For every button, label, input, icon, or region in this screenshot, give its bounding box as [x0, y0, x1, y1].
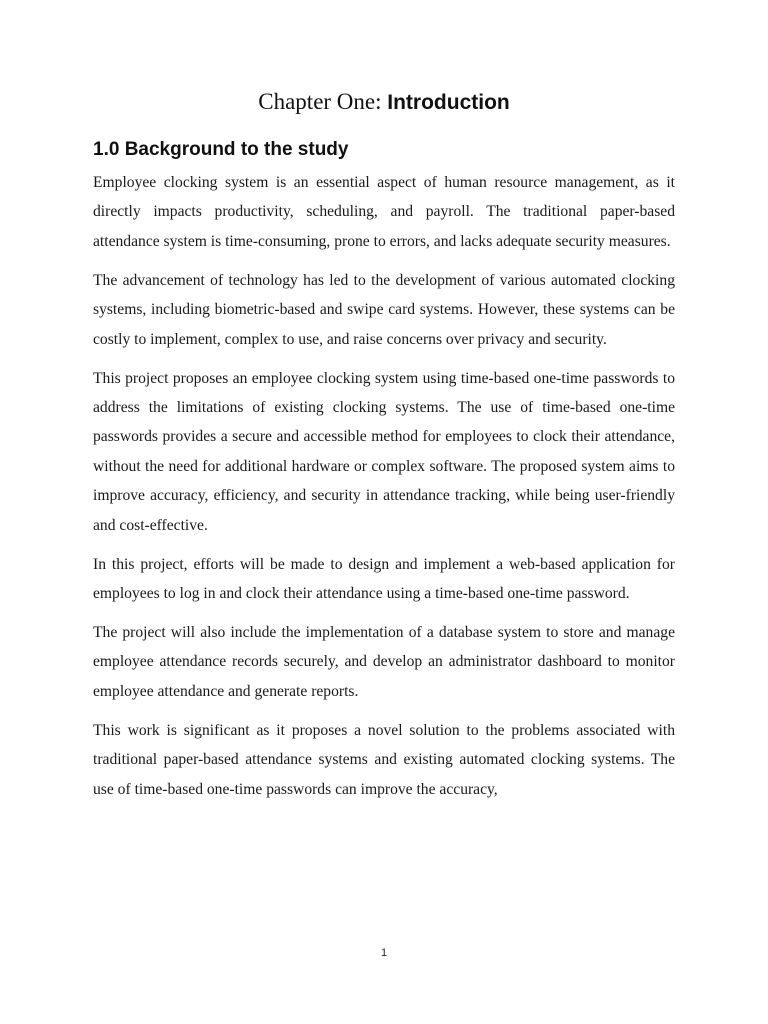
paragraph: This project proposes an employee clocking system using time-based one-time passwords to address the limitations of existing clocking systems. The use of time-based one-time passwords provides a secure and accessible method for employees to clock their attendance, without the need for additional hardware or complex software. The proposed system aims to improve accuracy, efficiency, and security in attendance tracking, while being user-friendly and cost-effective.: [93, 369, 675, 534]
section-heading: 1.0 Background to the study: [93, 139, 349, 160]
body-text: [93, 168, 675, 814]
chapter-prefix: Chapter One:: [258, 89, 382, 114]
chapter-title-text: Introduction: [387, 91, 510, 114]
chapter-title: [0, 86, 768, 119]
paragraph: This work is significant as it proposes a novel solution to the problems associated with traditional paper-based attendance systems and existing automated clocking systems. The use of time-based one-time passwords can improve the accuracy,: [93, 721, 675, 798]
page-number: 1: [380, 947, 388, 959]
paragraph: The advancement of technology has led to the development of various automated clocking systems, including biometric-based and swipe card systems. However, these systems can be costly to implement, complex to use, and raise concerns over privacy and security.: [93, 271, 675, 348]
paragraph: Employee clocking system is an essential aspect of human resource management, as it directly impacts productivity, scheduling, and payroll. The traditional paper-based attendance system is time-consuming, prone to errors, and lacks adequate security measures.: [93, 174, 675, 250]
paragraph: In this project, efforts will be made to design and implement a web-based application for employees to log in and clock their attendance using a time-based one-time password.: [93, 555, 675, 603]
paragraph: The project will also include the implementation of a database system to store and manage employee attendance records securely, and develop an administrator dashboard to monitor employee attendance and generate reports.: [93, 624, 675, 700]
